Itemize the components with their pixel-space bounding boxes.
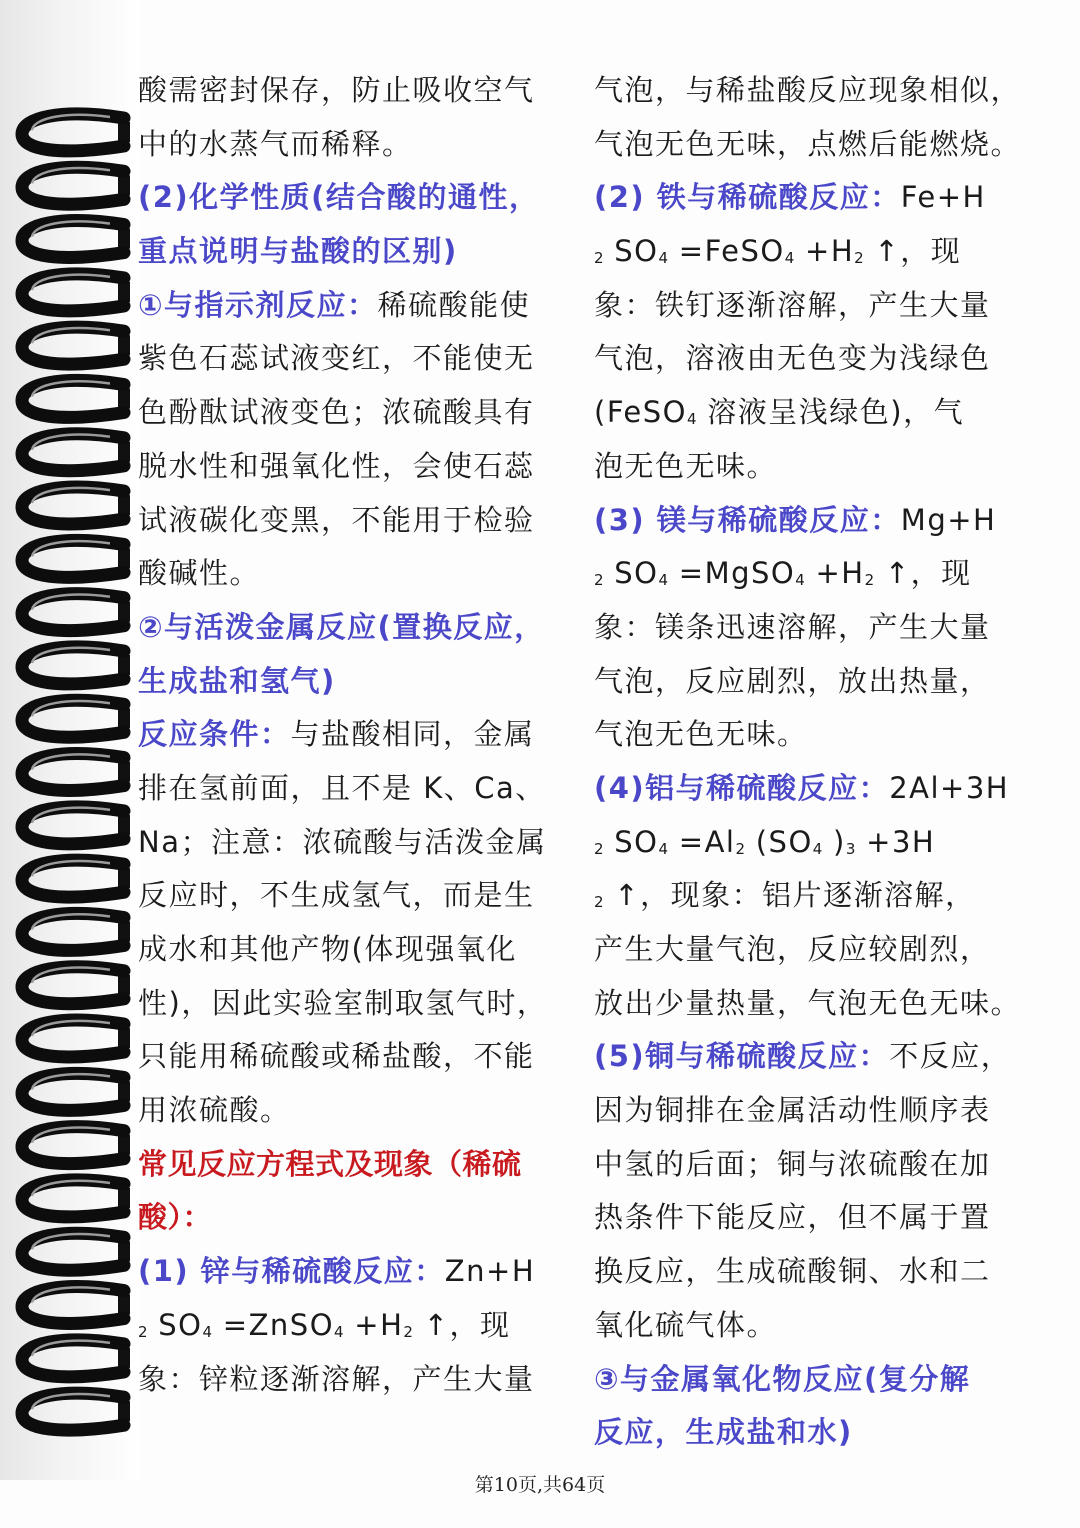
body-text: 泡无色无味。 xyxy=(594,448,778,483)
binding-ring xyxy=(22,1340,130,1377)
subscript: 2 xyxy=(138,1322,148,1341)
body-text: (FeSO xyxy=(594,395,687,430)
body-text: 反应时，不生成氢气，而是生 xyxy=(138,878,535,913)
body-text: 气泡，与稀盐酸反应现象相似， xyxy=(594,73,1022,107)
section-title: 酸）： xyxy=(138,1202,213,1235)
right-text-line xyxy=(594,1353,1034,1407)
subscript: 4 xyxy=(334,1322,344,1341)
left-text-line xyxy=(138,225,578,279)
body-text: 热条件下能反应，但不属于置 xyxy=(594,1200,991,1235)
left-column xyxy=(138,64,578,1406)
right-text-line xyxy=(594,816,1034,870)
binding-ring xyxy=(22,967,130,1004)
heading-text: 反应，生成盐和水) xyxy=(594,1415,853,1450)
subscript: 2 xyxy=(594,571,604,590)
heading-text: (2)化学性质(结合酸的通性， xyxy=(138,180,540,215)
right-text-line xyxy=(594,1030,1034,1084)
body-text: ) xyxy=(822,824,846,859)
binding-ring xyxy=(22,114,130,151)
subscript: 2 xyxy=(854,249,864,268)
binding-ring xyxy=(22,1073,130,1110)
heading-text: (5)铜与稀硫酸反应： xyxy=(594,1039,890,1074)
heading-text: ②与活泼金属反应(置换反应， xyxy=(138,609,545,644)
binding-ring xyxy=(22,540,130,577)
left-text-line xyxy=(138,386,578,440)
heading-text: 反应条件： xyxy=(138,717,291,752)
body-text: 排在氢前面，且不是 K、Ca、 xyxy=(138,770,546,805)
binding-ring xyxy=(22,1127,130,1164)
binding-ring xyxy=(22,700,130,737)
heading-text: ③与金属氧化物反应(复分解 xyxy=(594,1361,971,1396)
body-text: 紫色石蕊试液变红，不能使无 xyxy=(138,341,535,376)
body-text: 气泡无色无味。 xyxy=(594,717,808,752)
body-text: 与盐酸相同，金属 xyxy=(290,717,535,752)
body-text: 色酚酞试液变色；浓硫酸具有 xyxy=(138,395,535,430)
body-text: 换反应，生成硫酸铜、水和二 xyxy=(594,1254,991,1289)
subscript: 4 xyxy=(687,410,697,429)
heading-text: (3) 镁与稀硫酸反应： xyxy=(594,502,901,537)
right-text-line xyxy=(594,655,1034,709)
heading-text: ①与指示剂反应： xyxy=(138,287,378,322)
subscript: 4 xyxy=(784,249,795,268)
body-text: 产生大量气泡，反应较剧烈， xyxy=(594,932,991,966)
body-text: Mg+H xyxy=(900,502,997,537)
binding-ring xyxy=(22,1393,130,1430)
right-text-line xyxy=(594,1299,1034,1353)
right-text-line xyxy=(594,171,1034,225)
binding-ring xyxy=(22,913,130,950)
right-text-line xyxy=(594,547,1034,601)
right-text-line xyxy=(594,279,1034,333)
subscript: 3 xyxy=(845,839,856,858)
body-text: SO xyxy=(147,1307,203,1342)
right-text-line xyxy=(594,923,1034,977)
subscript: 2 xyxy=(594,249,604,268)
left-text-line xyxy=(138,279,578,333)
subscript: 2 xyxy=(594,893,604,912)
body-text: 试液碳化变黑，不能用于检验 xyxy=(138,502,535,537)
right-text-line xyxy=(594,869,1034,923)
left-text-line xyxy=(138,655,578,709)
left-text-line xyxy=(138,64,578,118)
heading-text: (4)铝与稀硫酸反应： xyxy=(594,770,890,805)
body-text: 2Al+3H xyxy=(889,770,1010,805)
binding-ring xyxy=(22,807,130,844)
body-text: Zn+H xyxy=(444,1254,536,1289)
body-text: (SO xyxy=(745,824,813,859)
right-text-line xyxy=(594,1191,1034,1245)
section-title: 常见反应方程式及现象（稀硫 xyxy=(138,1148,522,1181)
subscript: 2 xyxy=(864,571,875,590)
body-text: 成水和其他产物(体现强氧化 xyxy=(138,932,517,966)
binding-ring xyxy=(22,1180,130,1217)
heading-text: 生成盐和氢气) xyxy=(138,663,336,698)
body-text: 象：铁钉逐渐溶解，产生大量 xyxy=(594,287,991,322)
left-text-line xyxy=(138,1353,578,1407)
heading-text: 重点说明与盐酸的区别) xyxy=(138,234,458,269)
binding-ring xyxy=(22,1287,130,1324)
right-text-line xyxy=(594,1138,1034,1192)
body-text: 氧化硫气体。 xyxy=(594,1307,778,1342)
body-text: 用浓硫酸。 xyxy=(138,1093,291,1128)
subscript: 2 xyxy=(403,1322,413,1341)
binding-ring xyxy=(22,1233,130,1270)
binding-ring xyxy=(22,327,130,364)
right-text-line xyxy=(594,601,1034,655)
body-text: 酸碱性。 xyxy=(138,556,261,591)
left-text-line xyxy=(138,708,578,762)
body-text: 象：锌粒逐渐溶解，产生大量 xyxy=(138,1361,535,1396)
body-text: ↑，现 xyxy=(863,234,962,269)
body-text: 中氢的后面；铜与浓硫酸在加 xyxy=(594,1146,991,1181)
right-column xyxy=(594,64,1034,1460)
left-text-line xyxy=(138,601,578,655)
body-text: 酸需密封保存，防止吸收空气 xyxy=(138,73,535,107)
subscript: 4 xyxy=(658,839,669,858)
subscript: 2 xyxy=(594,839,604,858)
subscript: 4 xyxy=(202,1322,213,1341)
right-text-line xyxy=(594,1245,1034,1299)
page-footer: 第10页,共64页 xyxy=(474,1474,606,1496)
left-text-line xyxy=(138,1299,578,1353)
body-text: Na；注意：浓硫酸与活泼金属 xyxy=(138,824,547,859)
left-text-line xyxy=(138,869,578,923)
left-text-line xyxy=(138,977,578,1031)
body-text: 只能用稀硫酸或稀盐酸，不能 xyxy=(138,1039,535,1074)
binding-ring xyxy=(22,1020,130,1057)
binding-ring xyxy=(22,754,130,791)
body-text: =Al xyxy=(668,824,736,859)
body-text: +H xyxy=(804,556,865,591)
subscript: 4 xyxy=(658,249,669,268)
binding-ring xyxy=(22,380,130,417)
body-text: =MgSO xyxy=(668,556,796,591)
left-text-line xyxy=(138,816,578,870)
body-text: 气泡，反应剧烈，放出热量， xyxy=(594,663,991,698)
body-text: +H xyxy=(343,1307,404,1342)
subscript: 2 xyxy=(735,839,746,858)
body-text: 气泡，溶液由无色变为浅绿色 xyxy=(594,341,991,376)
binding-ring xyxy=(22,221,130,258)
binding-ring xyxy=(22,594,130,631)
left-text-line xyxy=(138,923,578,977)
left-text-line xyxy=(138,1084,578,1138)
body-text: 溶液呈浅绿色)，气 xyxy=(696,395,965,430)
body-text: 因为铜排在金属活动性顺序表 xyxy=(594,1093,991,1128)
subscript: 4 xyxy=(812,839,823,858)
binding-ring xyxy=(22,434,130,471)
body-text: Fe+H xyxy=(900,180,986,215)
binding-ring xyxy=(22,647,130,684)
body-text: =FeSO xyxy=(668,234,785,269)
body-text: +H xyxy=(794,234,855,269)
spiral-binding xyxy=(0,0,150,1480)
body-text: =ZnSO xyxy=(212,1307,335,1342)
heading-text: (2) 铁与稀硫酸反应： xyxy=(594,180,901,215)
subscript: 4 xyxy=(795,571,805,590)
left-text-line xyxy=(138,1191,578,1245)
body-text: 气泡无色无味，点燃后能燃烧。 xyxy=(594,126,1022,161)
body-text: 中的水蒸气而稀释。 xyxy=(138,126,413,161)
binding-ring xyxy=(22,274,130,311)
left-text-line xyxy=(138,1030,578,1084)
right-text-line xyxy=(594,225,1034,279)
left-text-line xyxy=(138,440,578,494)
left-text-line xyxy=(138,118,578,172)
body-text: 脱水性和强氧化性，会使石蕊 xyxy=(138,448,535,483)
left-text-line xyxy=(138,494,578,548)
right-text-line xyxy=(594,977,1034,1031)
body-text: 不反应， xyxy=(889,1039,1012,1074)
binding-ring xyxy=(22,487,130,524)
right-text-line xyxy=(594,332,1034,386)
left-text-line xyxy=(138,1245,578,1299)
binding-ring xyxy=(22,860,130,897)
body-text: 性)，因此实验室制取氢气时， xyxy=(138,985,548,1020)
left-text-line xyxy=(138,547,578,601)
left-text-line xyxy=(138,332,578,386)
right-text-line xyxy=(594,708,1034,762)
body-text: SO xyxy=(603,234,659,269)
body-text: SO xyxy=(603,556,659,591)
right-text-line xyxy=(594,494,1034,548)
body-text: ↑，现 xyxy=(874,556,972,591)
binding-ring xyxy=(22,167,130,204)
body-text: SO xyxy=(603,824,659,859)
right-text-line xyxy=(594,1084,1034,1138)
heading-text: (1) 锌与稀硫酸反应： xyxy=(138,1254,445,1289)
right-text-line xyxy=(594,1406,1034,1460)
right-text-line xyxy=(594,386,1034,440)
body-text: ↑，现象：铝片逐渐溶解， xyxy=(603,878,976,913)
body-text: 稀硫酸能使 xyxy=(377,287,531,322)
right-text-line xyxy=(594,762,1034,816)
body-text: 象：镁条迅速溶解，产生大量 xyxy=(594,609,991,644)
right-text-line xyxy=(594,440,1034,494)
left-text-line xyxy=(138,762,578,816)
body-text: ↑，现 xyxy=(412,1307,511,1342)
right-text-line xyxy=(594,118,1034,172)
body-text: 放出少量热量，气泡无色无味。 xyxy=(594,985,1022,1020)
body-text: +3H xyxy=(855,824,936,859)
right-text-line xyxy=(594,64,1034,118)
left-text-line xyxy=(138,1138,578,1192)
subscript: 4 xyxy=(658,571,669,590)
left-text-line xyxy=(138,171,578,225)
